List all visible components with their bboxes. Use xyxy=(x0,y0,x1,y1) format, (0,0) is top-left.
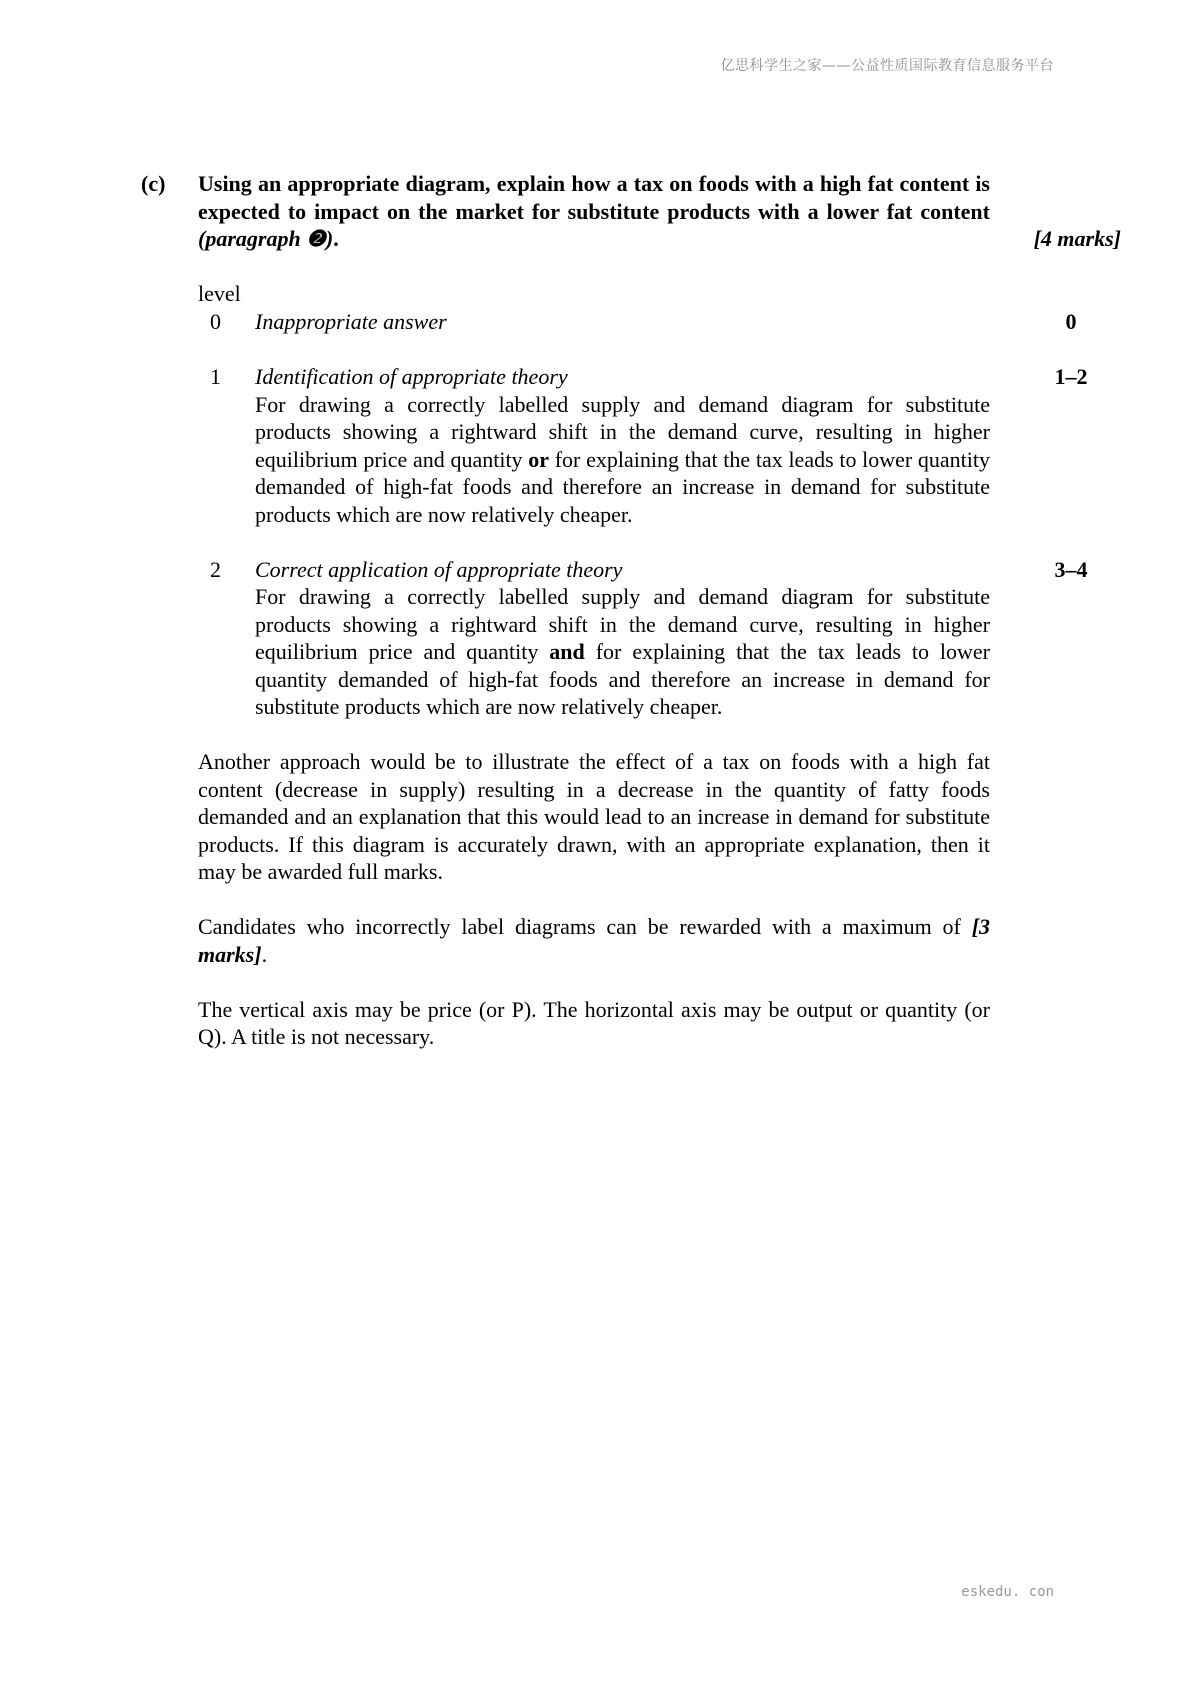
level-score: 0 xyxy=(1065,309,1077,334)
question-text-end: . xyxy=(333,226,339,251)
level-number: 2 xyxy=(210,556,221,582)
level-description-post: for explaining that the tax leads to lower quantity demanded of high-fat foods and therefore an increase in demand for substitute products which are now relatively cheaper. xyxy=(255,446,991,527)
question-label: (c) xyxy=(141,171,166,196)
question-paragraph-ref: (paragraph ❷) xyxy=(198,226,334,251)
level-title: Identification of appropriate theory xyxy=(255,364,568,389)
question-main-text: Using an appropriate diagram, explain how a tax on foods with a high fat content is expected to impact on the market for substitute products with a lower fat content xyxy=(198,171,990,224)
level-score: 3–4 xyxy=(1054,556,1088,582)
level-score: 1–2 xyxy=(1054,364,1088,389)
label-paragraph xyxy=(198,913,990,968)
axis-paragraph: The vertical axis may be price (or P). The horizontal axis may be output or quantity (or Q). A title is not necessary. xyxy=(198,996,990,1049)
level-title: Correct application of appropriate theory xyxy=(255,556,623,582)
level-body xyxy=(255,363,990,528)
level-number: 1 xyxy=(210,364,221,389)
level-row-2 xyxy=(198,556,1121,721)
level-number: 0 xyxy=(210,309,221,334)
level-connector: or xyxy=(528,446,550,472)
approach-paragraph: Another approach would be to illustrate the effect of a tax on foods with a high fat content (decrease in supply) resulting in a decrease in the quantity of fatty foods demanded and an explanation that this would lead to an increase in demand for substitute products. If this diagram is accurately drawn, with an appropriate explanation, then it may be awarded full marks. xyxy=(198,749,990,884)
level-connector: and xyxy=(549,639,585,664)
level-body xyxy=(255,308,990,336)
level-description-pre: For drawing a correctly labelled supply and demand diagram for substitute products showing a rightward shift in the demand curve, resulting in higher equilibrium price and quantity xyxy=(255,584,990,664)
label-paragraph-post: . xyxy=(261,941,268,967)
question-text xyxy=(198,170,990,253)
label-paragraph-marks: [3 marks] xyxy=(198,914,991,967)
markscheme xyxy=(198,280,1121,1078)
header-watermark: 亿思科学生之家——公益性质国际教育信息服务平台 xyxy=(720,58,1054,74)
level-heading: level xyxy=(198,281,241,306)
level-title: Inappropriate answer xyxy=(255,309,447,334)
label-paragraph-pre: Candidates who incorrectly label diagrams can be rewarded with a maximum of xyxy=(198,914,961,939)
question-marks: [4 marks] xyxy=(1033,226,1121,251)
level-row-1 xyxy=(198,363,1121,528)
level-description-post: for explaining that the tax leads to lower quantity demanded of high-fat foods and therefore an increase in demand for substitute products which are now relatively cheaper. xyxy=(255,639,991,719)
footer-watermark: eskedu. con xyxy=(961,1584,1054,1600)
level-row-0 xyxy=(198,308,1121,336)
level-body xyxy=(255,556,990,721)
level-description-pre: For drawing a correctly labelled supply and demand diagram for substitute products showing a rightward shift in the demand curve, resulting in higher equilibrium price and quantity xyxy=(255,391,990,472)
